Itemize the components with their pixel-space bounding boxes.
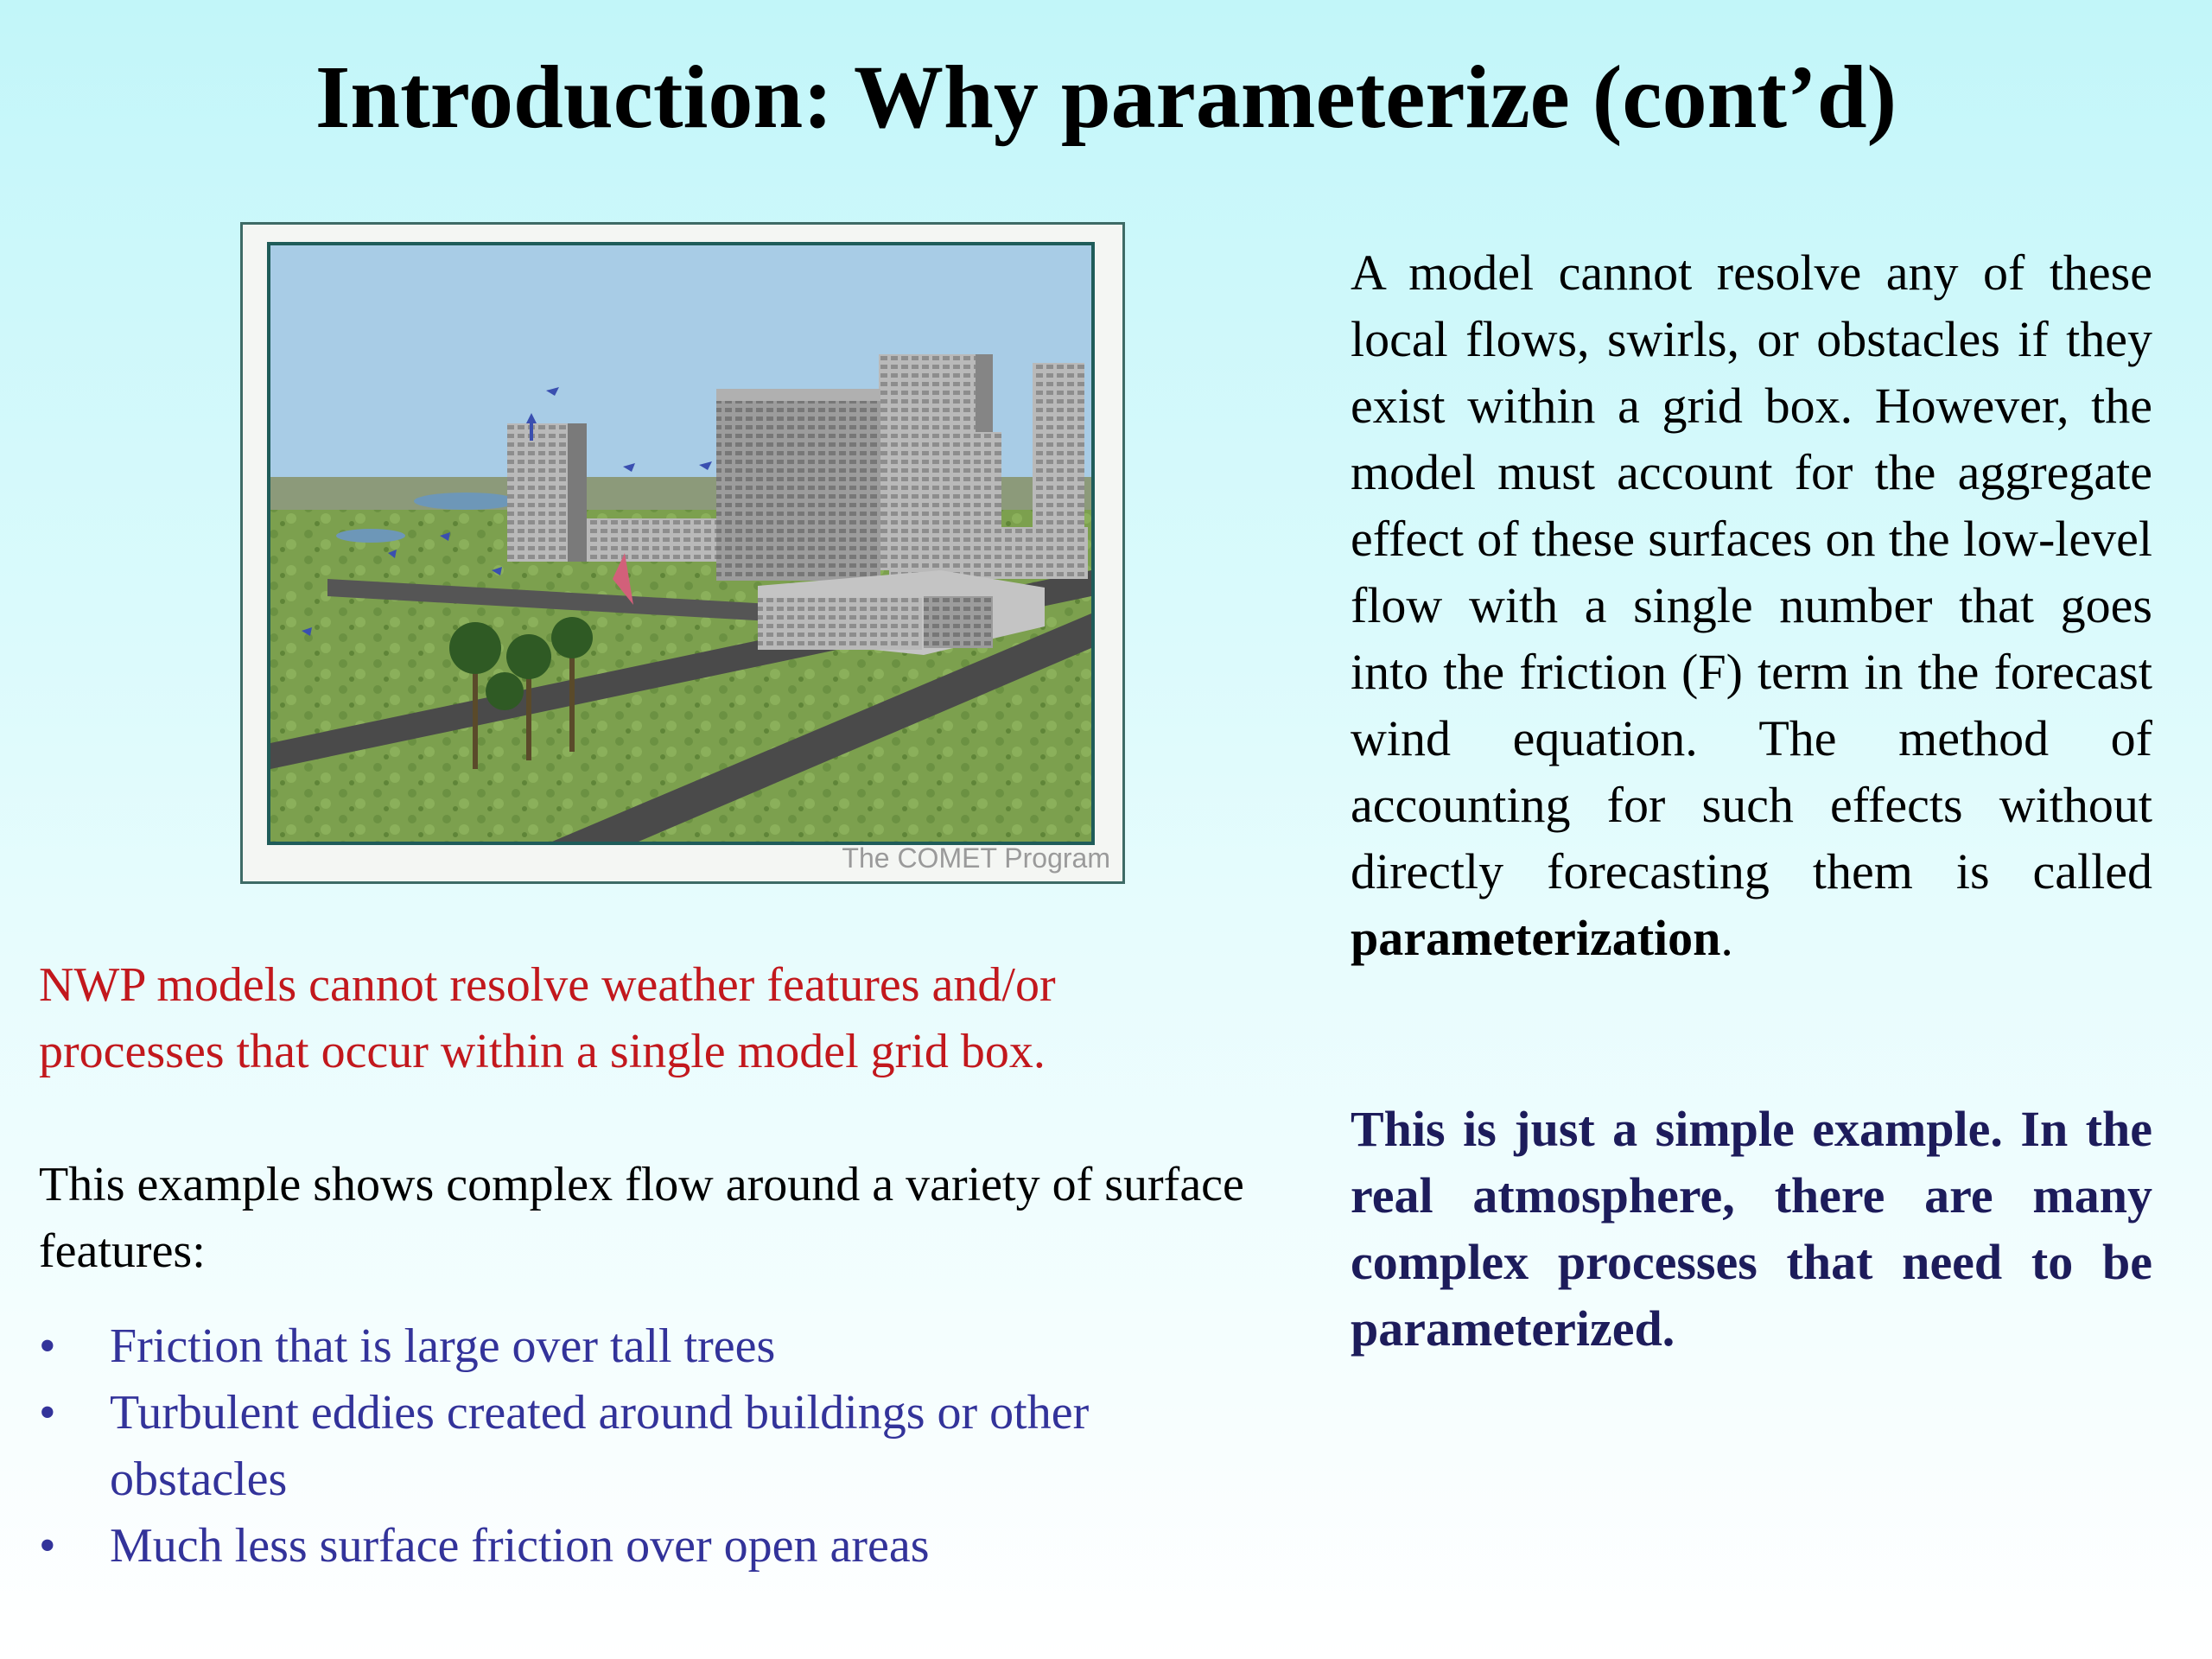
list-item-text: Turbulent eddies created around buildings or other obstacles bbox=[110, 1386, 1090, 1506]
parameterization-term: parameterization bbox=[1351, 910, 1721, 966]
list-item-text: Much less surface friction over open areas bbox=[110, 1519, 930, 1573]
example-intro: This example shows complex flow around a variety of surface features: bbox=[39, 1158, 1244, 1278]
emphasis-paragraph: This is just a simple example. In the real atmosphere, there are many complex processes that need to be parameterized. bbox=[1351, 1101, 2152, 1357]
nwp-limitation-note: NWP models cannot resolve weather features and/or processes that occur within a single model grid box. bbox=[39, 958, 1056, 1078]
list-item bbox=[39, 1513, 1266, 1580]
explanation-end-text: . bbox=[1720, 910, 1733, 966]
surface-features-list bbox=[39, 1313, 1266, 1580]
figure-credit: The COMET Program bbox=[842, 842, 1110, 874]
bullet-icon: • bbox=[39, 1319, 56, 1373]
explanation-paragraph bbox=[1351, 239, 2152, 971]
city-flow-figure bbox=[240, 222, 1125, 884]
explanation-main-text: A model cannot resolve any of these local flows, swirls, or obstacles if they exist within a grid box. However, the model must account for the aggregate effect of these surfaces on the low-level flow with a single number that goes into the friction (F) term in the forecast wind equation. The method of accounting for such effects without directly forecasting them is called bbox=[1351, 245, 2152, 899]
bullet-icon: • bbox=[39, 1519, 56, 1573]
city-scene-image bbox=[267, 242, 1095, 845]
list-item-text: Friction that is large over tall trees bbox=[110, 1319, 776, 1373]
list-item bbox=[39, 1380, 1266, 1513]
list-item bbox=[39, 1313, 1266, 1380]
slide-title: Introduction: Why parameterize (cont’d) bbox=[315, 48, 1897, 147]
bullet-icon: • bbox=[39, 1386, 56, 1440]
